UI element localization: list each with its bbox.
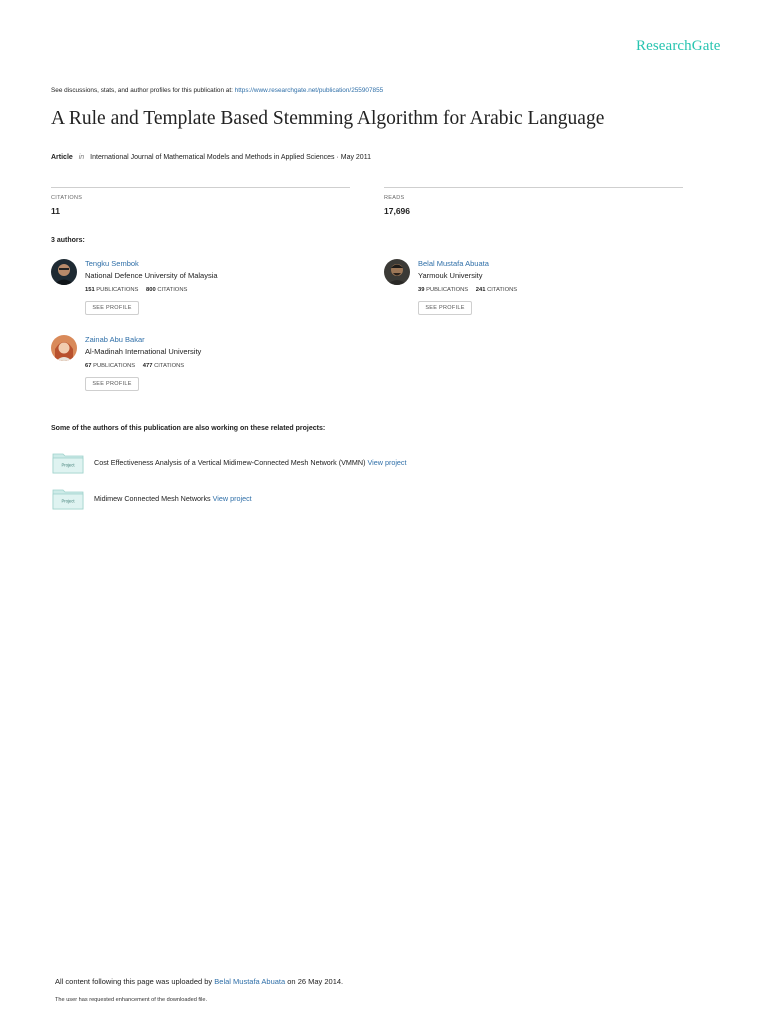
discussion-prefix: See discussions, stats, and author profiles for this publication at: xyxy=(51,87,233,94)
avatar[interactable] xyxy=(51,259,77,285)
project-text xyxy=(94,494,252,503)
enhancement-note: The user has requested enhancement of the downloaded file. xyxy=(55,997,208,1003)
projects-heading: Some of the authors of this publication are also working on these related projects: xyxy=(51,425,326,432)
project-item xyxy=(51,451,651,477)
publications-count: 39 xyxy=(418,287,425,293)
authors-heading: 3 authors: xyxy=(51,237,85,244)
uploaded-suffix: on 26 May 2014. xyxy=(287,977,344,986)
publication-meta xyxy=(51,154,371,161)
see-profile-button[interactable]: SEE PROFILE xyxy=(85,377,139,391)
project-text xyxy=(94,458,407,467)
author-institution: National Defence University of Malaysia xyxy=(85,271,218,280)
uploaded-prefix: All content following this page was uploaded by xyxy=(55,977,213,986)
citations-label: CITATIONS xyxy=(51,195,83,201)
discussion-line xyxy=(51,87,383,94)
publication-url-link[interactable]: https://www.researchgate.net/publication/255907855 xyxy=(234,87,384,94)
researchgate-logo[interactable]: ResearchGate xyxy=(636,38,721,54)
view-project-link[interactable]: View project xyxy=(367,458,407,467)
author-name-link[interactable]: Belal Mustafa Abuata xyxy=(418,259,489,268)
uploader-link[interactable]: Belal Mustafa Abuata xyxy=(214,977,286,986)
reads-divider xyxy=(384,187,683,188)
citations-label: CITATIONS xyxy=(487,287,518,293)
citations-divider xyxy=(51,187,350,188)
author-card xyxy=(51,259,351,319)
citations-value: 11 xyxy=(51,206,60,216)
reads-value: 17,696 xyxy=(384,206,410,216)
view-project-link[interactable]: View project xyxy=(212,494,252,503)
project-title: Cost Effectiveness Analysis of a Vertical Midimew-Connected Mesh Network (VMMN) xyxy=(94,458,366,467)
project-item xyxy=(51,487,651,513)
see-profile-button[interactable]: SEE PROFILE xyxy=(418,301,472,315)
avatar[interactable] xyxy=(51,335,77,361)
uploaded-note xyxy=(55,977,343,986)
meta-in: in xyxy=(78,154,85,161)
author-name-link[interactable]: Zainab Abu Bakar xyxy=(85,335,145,344)
citations-count: 241 xyxy=(475,287,486,293)
publication-type: Article xyxy=(51,154,73,161)
citations-label: CITATIONS xyxy=(157,287,188,293)
publications-label: PUBLICATIONS xyxy=(96,287,139,293)
project-icon-label: Project xyxy=(61,498,75,504)
publications-label: PUBLICATIONS xyxy=(426,287,469,293)
author-name-link[interactable]: Tengku Sembok xyxy=(85,259,139,268)
author-counts xyxy=(85,363,184,369)
author-counts xyxy=(85,287,187,293)
project-folder-icon xyxy=(51,451,85,475)
author-counts xyxy=(418,287,517,293)
project-folder-icon xyxy=(51,487,85,511)
avatar[interactable] xyxy=(384,259,410,285)
citations-count: 800 xyxy=(146,287,156,293)
publication-title: A Rule and Template Based Stemming Algorithm for Arabic Language xyxy=(51,108,605,129)
author-institution: Yarmouk University xyxy=(418,271,483,280)
author-card xyxy=(51,335,351,395)
journal-name: International Journal of Mathematical Models and Methods in Applied Sciences · May 2011 xyxy=(90,154,371,161)
publications-label: PUBLICATIONS xyxy=(93,363,136,369)
see-profile-button[interactable]: SEE PROFILE xyxy=(85,301,139,315)
reads-label: READS xyxy=(384,195,405,201)
author-card xyxy=(384,259,684,319)
project-icon-label: Project xyxy=(61,462,75,468)
citations-count: 477 xyxy=(142,363,153,369)
project-title: Midimew Connected Mesh Networks xyxy=(94,494,211,503)
publications-count: 67 xyxy=(85,363,92,369)
citations-label: CITATIONS xyxy=(154,363,185,369)
publications-count: 151 xyxy=(85,287,95,293)
author-institution: Al-Madinah International University xyxy=(85,347,202,356)
